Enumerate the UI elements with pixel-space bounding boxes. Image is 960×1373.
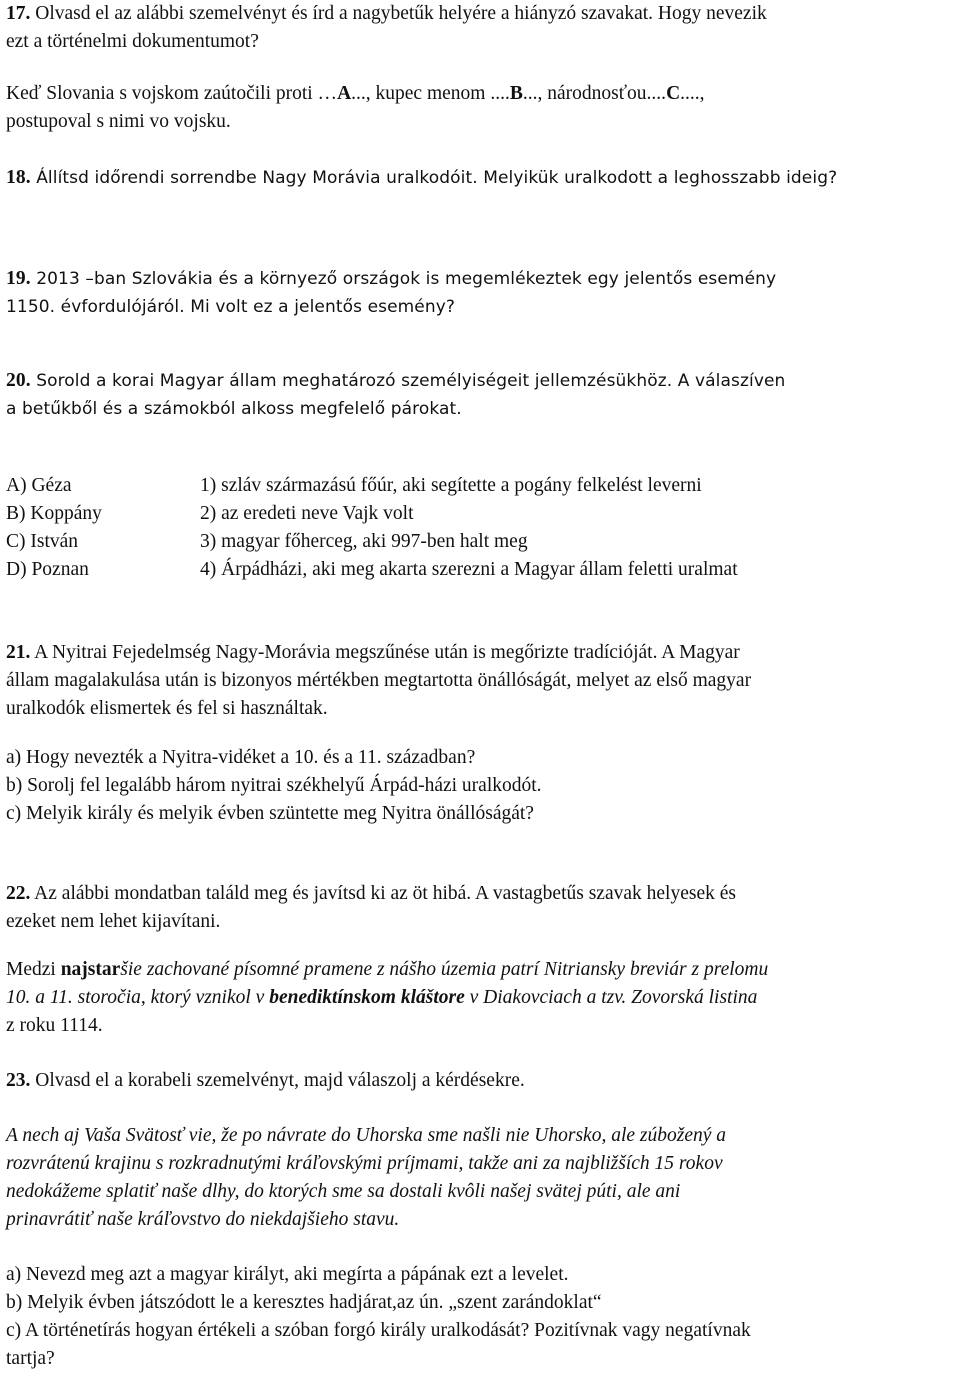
pair-row [6,528,946,556]
question-text: 2013 –ban Szlovákia és a környező országok is megemlékeztek egy jelentős esemény [30,269,777,289]
sub-questions-21 [6,744,542,828]
question-18 [6,164,837,192]
sentence-text: z roku 1114. [6,1015,103,1036]
question-text: Az alábbi mondatban találd meg és javítsd ki az öt hibá. A vastagbetűs szavak helyesek és [30,883,736,904]
question-20 [6,367,785,423]
question-text: a betűkből és a számokból alkoss megfelelő párokat. [6,399,462,419]
question-17 [6,0,767,56]
bold-word: najstar [60,959,121,980]
question-number: 17. [6,3,31,24]
sub-question: tartja? [6,1348,55,1369]
question-number: 20. [6,370,31,391]
quote-text: ...., [680,83,705,104]
sub-question: a) Nevezd meg azt a magyar királyt, aki megírta a pápának ezt a levelet. [6,1264,569,1285]
question-number: 18. [6,167,31,188]
question-number: 21. [6,642,31,663]
question-21 [6,639,751,723]
person-label: B) Koppány [6,503,102,524]
quote-text: Keď Slovania s vojskom zaútočili proti … [6,83,338,104]
sub-question: c) Melyik király és melyik évben szüntette meg Nyitra önállóságát? [6,803,534,824]
sentence-text: Medzi [6,959,61,980]
quote-text: ..., kupec menom .... [351,83,510,104]
question-text: állam magalakulása után is bizonyos mértékben megtartotta önállóságát, melyet az első magyar [6,670,752,691]
pair-row [6,500,946,528]
pairing-list [6,472,946,584]
question-text: Sorold a korai Magyar állam meghatározó személyiségeit jellemzésükhöz. A válaszíven [30,371,786,391]
blank-a: A [337,83,352,104]
question-text: 1150. évfordulójáról. Mi volt ez a jelentős esemény? [6,297,456,317]
quote-text: ..., národnosťou.... [522,83,667,104]
question-text: ezt a történelmi dokumentumot? [6,31,259,52]
sentence-text: 10. a 11. storočia, ktorý vznikol v [6,987,270,1008]
question-number: 22. [6,883,31,904]
quote-line: prinavrátiť naše kráľovstvo do niekdajšieho stavu. [6,1209,400,1230]
question-number: 19. [6,268,31,289]
question-text: ezeket nem lehet kijavítani. [6,911,221,932]
blank-c: C [666,83,681,104]
blank-b: B [509,83,523,104]
quote-line: nedokážeme splatiť naše dlhy, do ktorých sme sa dostali kvôli našej svätej púti, ale ani [6,1181,681,1202]
sub-question: b) Melyik évben játszódott le a keresztes hadjárat,az ún. „szent zarándoklat“ [6,1292,602,1313]
question-text: Olvasd el az alábbi szemelvényt és írd a nagybetűk helyére a hiányzó szavakat. Hogy nevezik [30,3,767,24]
question-19 [6,265,776,321]
bold-word: benediktínskom kláštore [269,987,465,1008]
description-label: 3) magyar főherceg, aki 997-ben halt meg [200,531,528,552]
sub-question: c) A történetírás hogyan értékeli a szóban forgó király uralkodását? Pozitívnak vagy negatívnak [6,1320,751,1341]
pair-row [6,556,946,584]
sub-question: b) Sorolj fel legalább három nyitrai székhelyű Árpád-házi uralkodót. [6,775,542,796]
sub-question: a) Hogy nevezték a Nyitra-vidéket a 10. és a 11. században? [6,747,476,768]
description-label: 4) Árpádházi, aki meg akarta szerezni a Magyar állam feletti uralmat [200,559,738,580]
question-23 [6,1067,525,1095]
quote-line: A nech aj Vaša Svätosť vie, že po návrate do Uhorska sme našli nie Uhorsko, ale zúbožený a [6,1125,727,1146]
question-text: Állítsd időrendi sorrendbe Nagy Morávia uralkodóit. Melyikük uralkodott a leghosszabb ideig? [30,168,838,188]
slovak-quote-23 [6,1122,726,1234]
question-text: A Nyitrai Fejedelmség Nagy-Morávia megszűnése után is megőrizte tradícióját. A Magyar [30,642,740,663]
description-label: 2) az eredeti neve Vajk volt [200,503,414,524]
person-label: C) István [6,531,79,552]
question-text: uralkodók elismertek és fel si használtak. [6,698,328,719]
slovak-sentence-22 [6,956,768,1040]
sentence-text: šie zachované písomné pramene z nášho územia patrí Nitriansky breviár z prelomu [120,959,769,980]
question-22 [6,880,736,936]
pair-row [6,472,946,500]
quote-text: postupoval s nimi vo vojsku. [6,111,231,132]
sentence-text: v Diakovciach a tzv. Zovorská listina [464,987,758,1008]
question-text: Olvasd el a korabeli szemelvényt, majd válaszolj a kérdésekre. [30,1070,525,1091]
quote-line: rozvrátenú krajinu s rozkradnutými kráľovskými príjmami, takže ani za najbližších 15 rokov [6,1153,723,1174]
person-label: D) Poznan [6,559,89,580]
person-label: A) Géza [6,475,72,496]
slovak-quote-17 [6,80,705,136]
question-number: 23. [6,1070,31,1091]
description-label: 1) szláv származású főúr, aki segítette a pogány felkelést leverni [200,475,702,496]
sub-questions-23 [6,1261,751,1373]
